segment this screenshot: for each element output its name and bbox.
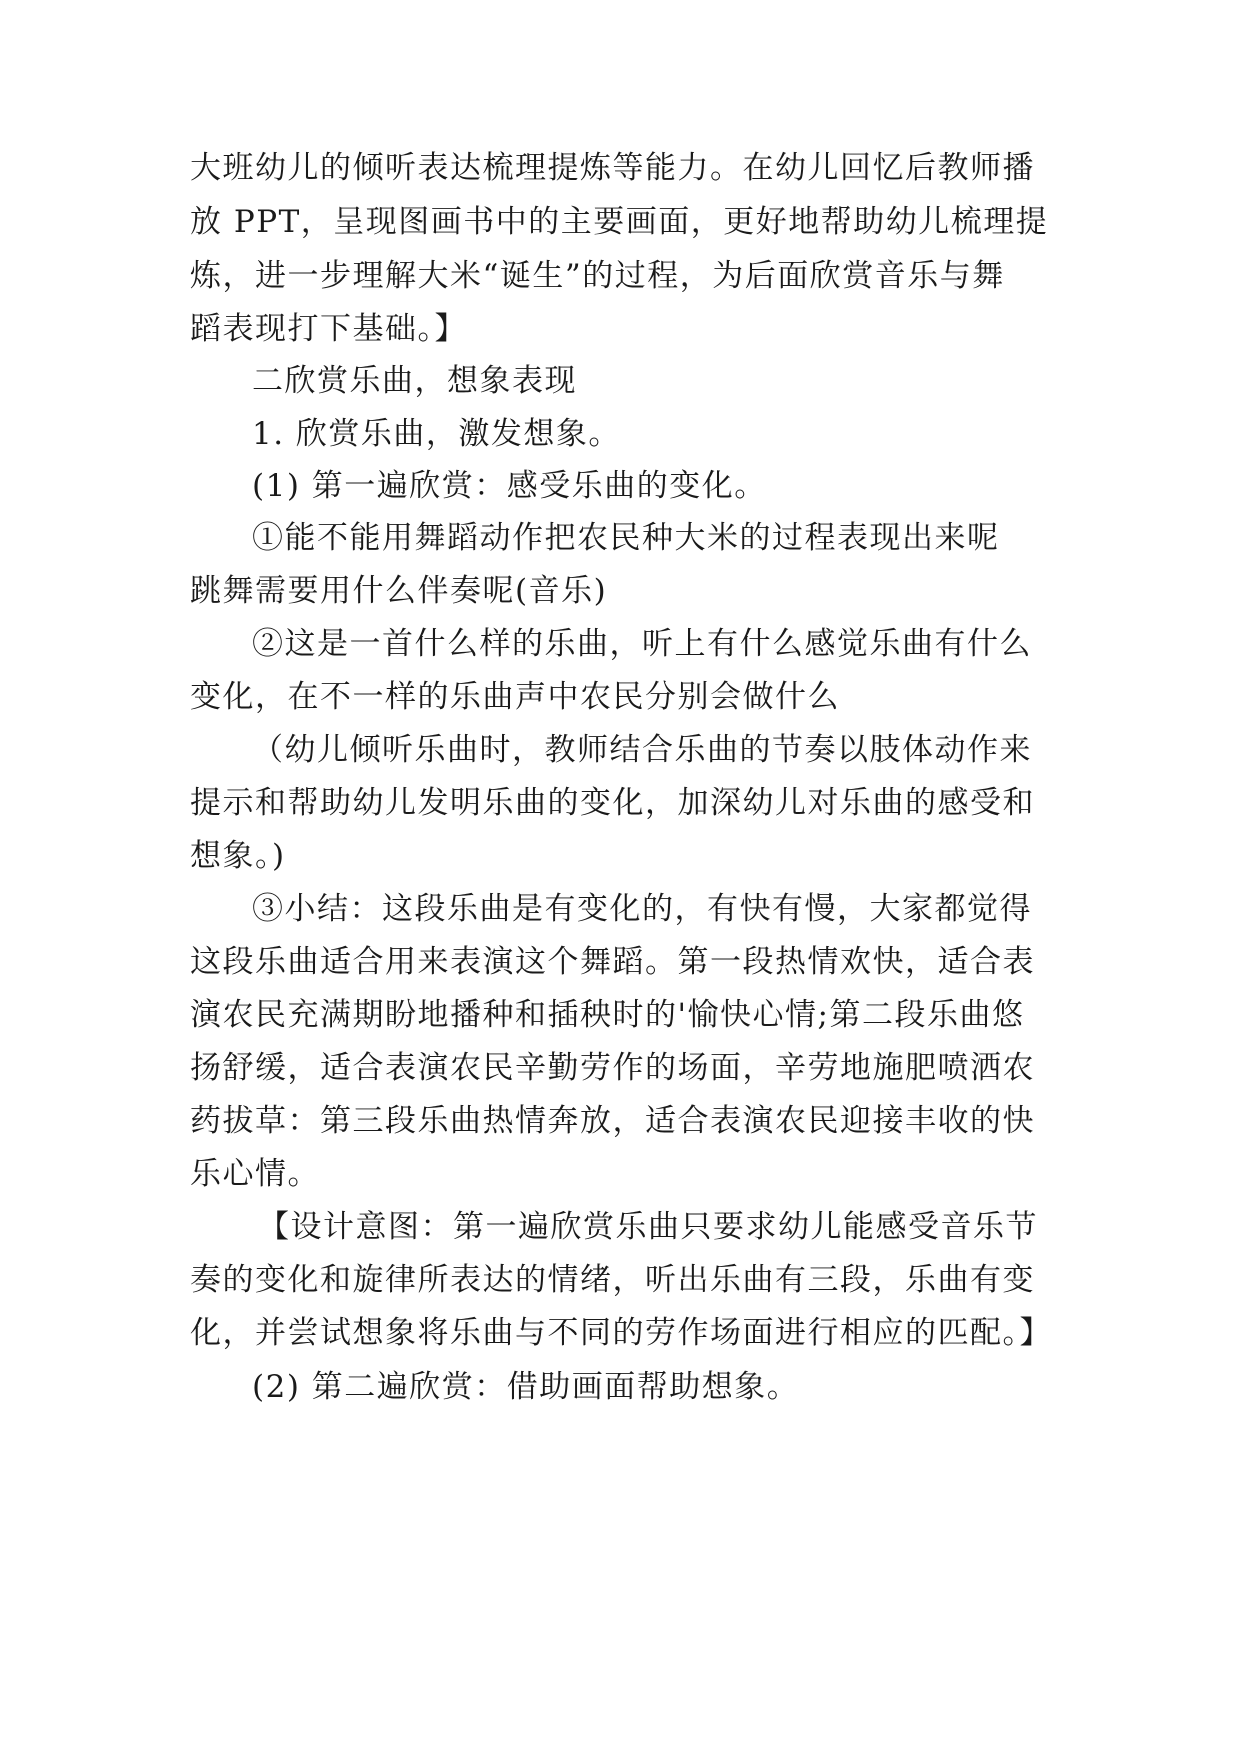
text-line: ①能不能用舞蹈动作把农民种大米的过程表现出来呢 xyxy=(252,520,1000,556)
subsection-heading: (2) 第二遍欣赏：借助画面帮助想象。 xyxy=(252,1369,800,1405)
text-line: （幼儿倾听乐曲时，教师结合乐曲的节奏以肢体动作来 xyxy=(252,732,1032,768)
text-line: 演农民充满期盼地播种和插秧时的'愉快心情;第二段乐曲悠 xyxy=(190,997,1025,1033)
text-line: ②这是一首什么样的乐曲，听上有什么感觉乐曲有什么 xyxy=(252,626,1032,662)
text-line: 跳舞需要用什么伴奏呢(音乐) xyxy=(190,573,608,609)
text-line: 药拔草：第三段乐曲热情奔放，适合表演农民迎接丰收的快 xyxy=(190,1103,1035,1139)
text-line: 提示和帮助幼儿发明乐曲的变化，加深幼儿对乐曲的感受和 xyxy=(190,785,1035,821)
section-heading: 二欣赏乐曲，想象表现 xyxy=(252,363,577,399)
design-intent-line: 奏的变化和旋律所表达的情绪，听出乐曲有三段，乐曲有变 xyxy=(190,1262,1035,1298)
text-line: 变化，在不一样的乐曲声中农民分别会做什么 xyxy=(190,679,840,715)
subsection-heading: 1. 欣赏乐曲，激发想象。 xyxy=(252,416,621,452)
text-line: 放 PPT，呈现图画书中的主要画面，更好地帮助幼儿梳理提 xyxy=(190,204,1049,240)
text-line: 扬舒缓，适合表演农民辛勤劳作的场面，辛劳地施肥喷洒农 xyxy=(190,1050,1035,1086)
design-intent-line: 【设计意图：第一遍欣赏乐曲只要求幼儿能感受音乐节 xyxy=(258,1209,1038,1245)
text-line: 蹈表现打下基础。】 xyxy=(190,311,467,347)
text-line: ③小结：这段乐曲是有变化的，有快有慢，大家都觉得 xyxy=(252,891,1032,927)
text-line: 炼，进一步理解大米“诞生”的过程，为后面欣赏音乐与舞 xyxy=(190,258,1005,294)
subsection-heading: (1) 第一遍欣赏：感受乐曲的变化。 xyxy=(252,468,767,504)
text-line: 这段乐曲适合用来表演这个舞蹈。第一段热情欢快，适合表 xyxy=(190,944,1035,980)
design-intent-line: 化，并尝试想象将乐曲与不同的劳作场面进行相应的匹配。】 xyxy=(190,1315,1052,1351)
text-line: 想象。) xyxy=(190,838,286,874)
text-line: 乐心情。 xyxy=(190,1156,320,1192)
text-line: 大班幼儿的倾听表达梳理提炼等能力。在幼儿回忆后教师播 xyxy=(190,150,1035,186)
